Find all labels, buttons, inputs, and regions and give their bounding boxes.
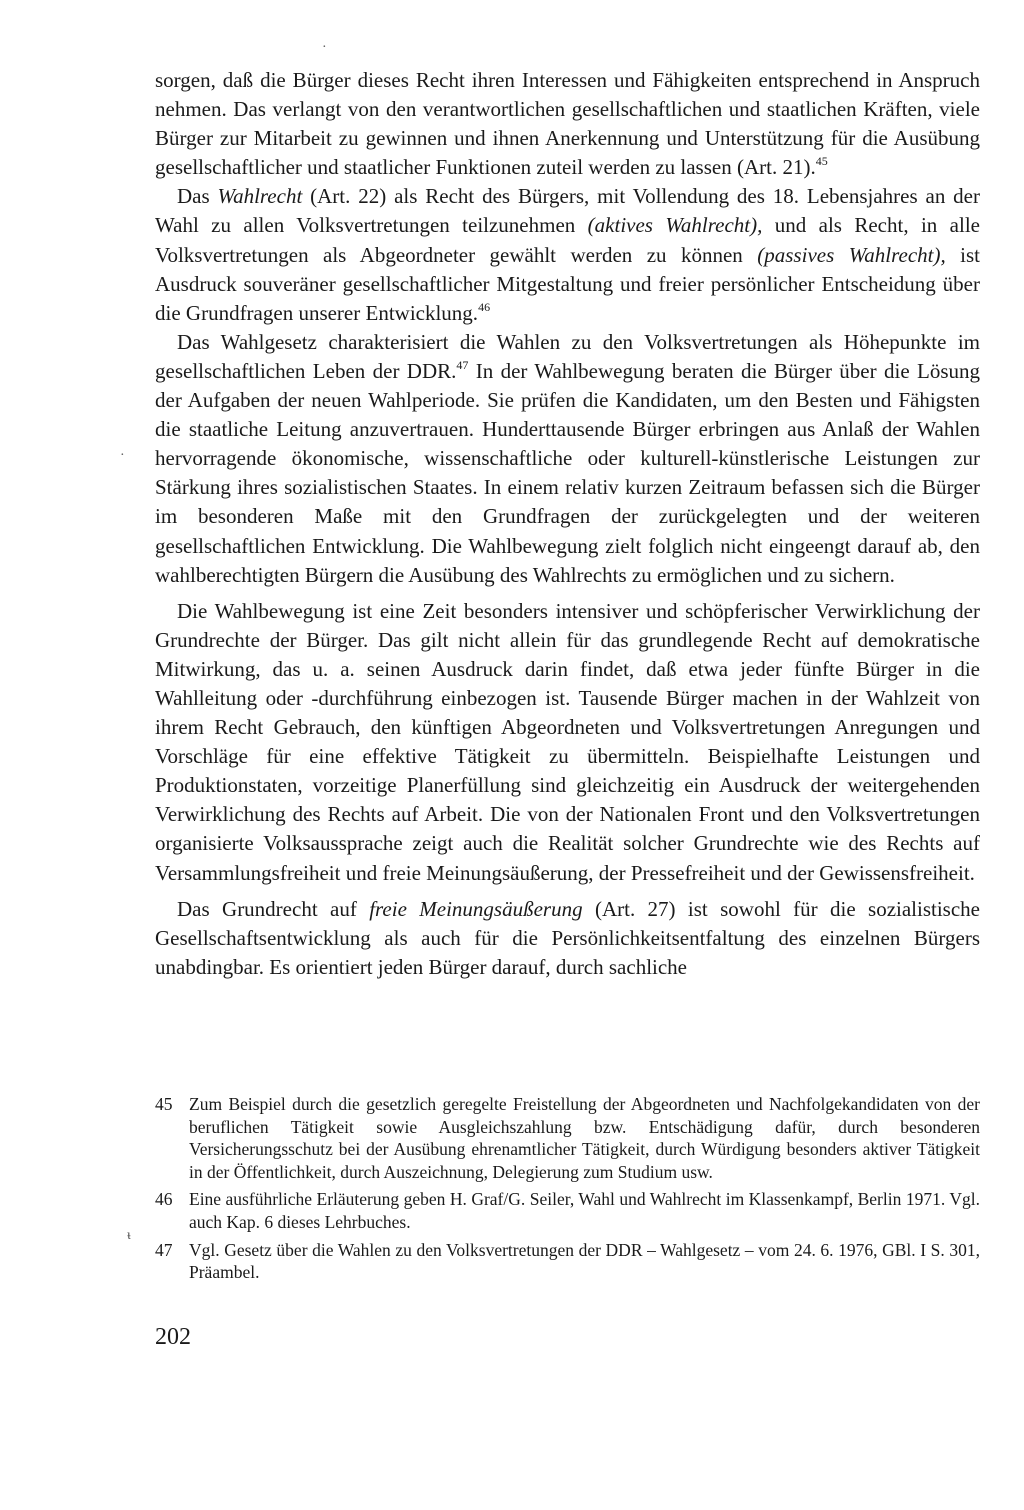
paragraph xyxy=(155,328,980,590)
footnote-text: Eine ausführliche Erläuterung geben H. Graf/G. Seiler, Wahl und Wahlrecht im Klassenkampf, Berlin 1971. Vgl. auch Kap. 6 dieses Lehrbuches. xyxy=(189,1189,980,1232)
footnote-reference: 45 xyxy=(815,154,828,169)
text-run: (Art. 22) als Recht des Bürgers, mit Vollendung des 18. Lebensjahres an der Wahl zu allen Volksvertretungen teilzunehmen xyxy=(155,184,980,238)
emphasized-term: Wahlrecht xyxy=(217,184,303,209)
paragraph xyxy=(155,182,980,327)
text-run: (Art. 27) ist sowohl für die sozialistische Gesellschaftsentwicklung als auch für die Persönlichkeitsentfaltung des einzelnen Bürgers unabdingbar. Es orientiert jeden Bürger darauf, durch sachliche xyxy=(155,896,980,979)
text-run: Die Wahlbewegung ist eine Zeit besonders intensiver und schöpferischer Verwirklichung der Grundrechte der Bürger. Das gilt nicht allein für das grundlegende Recht auf demokratische Mitwirkung, das u. a. seinen Ausdruck darin findet, daß etwa jeder fünfte Bürger in die Wahlleitung oder -durchführung einbezogen ist. Tausende Bürger machen in der Wahlzeit von ihrem Recht Gebrauch, den künftigen Abgeordneten und Volksvertretungen Anregungen und Vorschläge für eine effektive Tätigkeit zu übermitteln. Beispielhafte Leistungen und Produktionstaten, vorzeitige Planerfüllung sind gleichzeitig ein Ausdruck der weitergehenden Verwirklichung des Rechts auf Arbeit. Die von der Nationalen Front und den Volksvertretungen organisierte Volksaussprache zeigt auch die Realität solcher Grundrechte wie des Rechts auf Versammlungsfreiheit und freie Meinungsäußerung, der Pressefreiheit und der Gewissensfreiheit. xyxy=(155,598,980,885)
scan-speck: ᵼ xyxy=(127,1228,131,1243)
text-run: In der Wahlbewegung beraten die Bürger über die Lösung der Aufgaben der neuen Wahlperiode. Sie prüfen die Kandidaten, um den Besten und Fähigsten die staatliche Leitung anzuvertrauen. Hunderttausende Bürger erbringen aus Anlaß der Wahlen hervorragende ökonomische, wissenschaftliche oder kulturell-künstlerische Leistungen zur Stärkung ihres sozialistischen Staates. In einem relativ kurzen Zeitraum befassen sich die Bürger im besonderen Maße mit den Grundfragen der zurückgelegten und der weiteren gesellschaftlichen Entwicklung. Die Wahlbewegung zielt folglich nicht eingeengt darauf ab, den wahlberechtigten Bürgern die Ausübung des Wahlrechts zu ermöglichen und zu sichern. xyxy=(155,358,980,587)
footnote-reference: 47 xyxy=(456,357,469,372)
footnotes xyxy=(155,1093,980,1289)
text-run: Das Wahlgesetz charakterisiert die Wahlen zu den Volksvertretungen als Höhepunkte im gesellschaftlichen Leben der DDR. xyxy=(155,329,980,383)
page-number: 202 xyxy=(155,1324,191,1350)
emphasized-term: (passives Wahlrecht), xyxy=(757,242,946,267)
text-run: Das Grundrecht auf xyxy=(177,896,370,921)
scan-speck: · xyxy=(120,448,125,463)
footnote xyxy=(155,1239,980,1284)
paragraph xyxy=(155,895,980,982)
text-run: und als Recht, in alle Volksvertretungen als Abgeordneter gewählt werden zu können xyxy=(155,213,980,267)
footnote-number: 47 xyxy=(155,1239,173,1260)
paragraph xyxy=(155,66,980,182)
scan-speck: · xyxy=(322,40,327,55)
emphasized-term: freie Meinungsäußerung xyxy=(369,896,583,921)
text-run: sorgen, daß die Bürger dieses Recht ihren Interessen und Fähigkeiten entsprechend in Anspruch nehmen. Das verlangt von den verantwortlichen gesellschaftlichen und staatlichen Kräften, viele Bürger zur Mitarbeit zu gewinnen und ihnen Anerkennung und Unterstützung für die Ausübung gesellschaftlicher und staatlicher Funktionen zuteil werden zu lassen (Art. 21). xyxy=(155,68,980,180)
footnote-number: 46 xyxy=(155,1189,173,1210)
footnote-reference: 46 xyxy=(478,299,491,314)
footnote xyxy=(155,1093,980,1183)
footnote-text: Zum Beispiel durch die gesetzlich geregelte Freistellung der Abgeordneten und Nachfolgekandidaten von der beruflichen Tätigkeit sowie Ausgleichszahlung bzw. Entschädigung dafür, durch besonderen Versicherungsschutz bei der Ausübung ehrenamtlicher Tätigkeit, durch Würdigung besonders aktiver Tätigkeit in der Öffentlichkeit, durch Auszeichnung, Delegierung zum Studium usw. xyxy=(189,1094,980,1182)
emphasized-term: (aktives Wahlrecht), xyxy=(587,213,763,238)
main-text xyxy=(155,66,980,982)
footnote xyxy=(155,1188,980,1233)
paragraph xyxy=(155,597,980,888)
text-run: Das xyxy=(177,184,218,209)
footnote-text: Vgl. Gesetz über die Wahlen zu den Volksvertretungen der DDR – Wahlgesetz – vom 24. 6. 1976, GBl. I S. 301, Präambel. xyxy=(189,1239,980,1283)
footnote-number: 45 xyxy=(155,1094,173,1114)
text-run: ist Ausdruck souveräner gesellschaftlicher Mitgestaltung und freier persönlicher Entscheidung über die Grundfragen unserer Entwicklung. xyxy=(155,242,981,325)
